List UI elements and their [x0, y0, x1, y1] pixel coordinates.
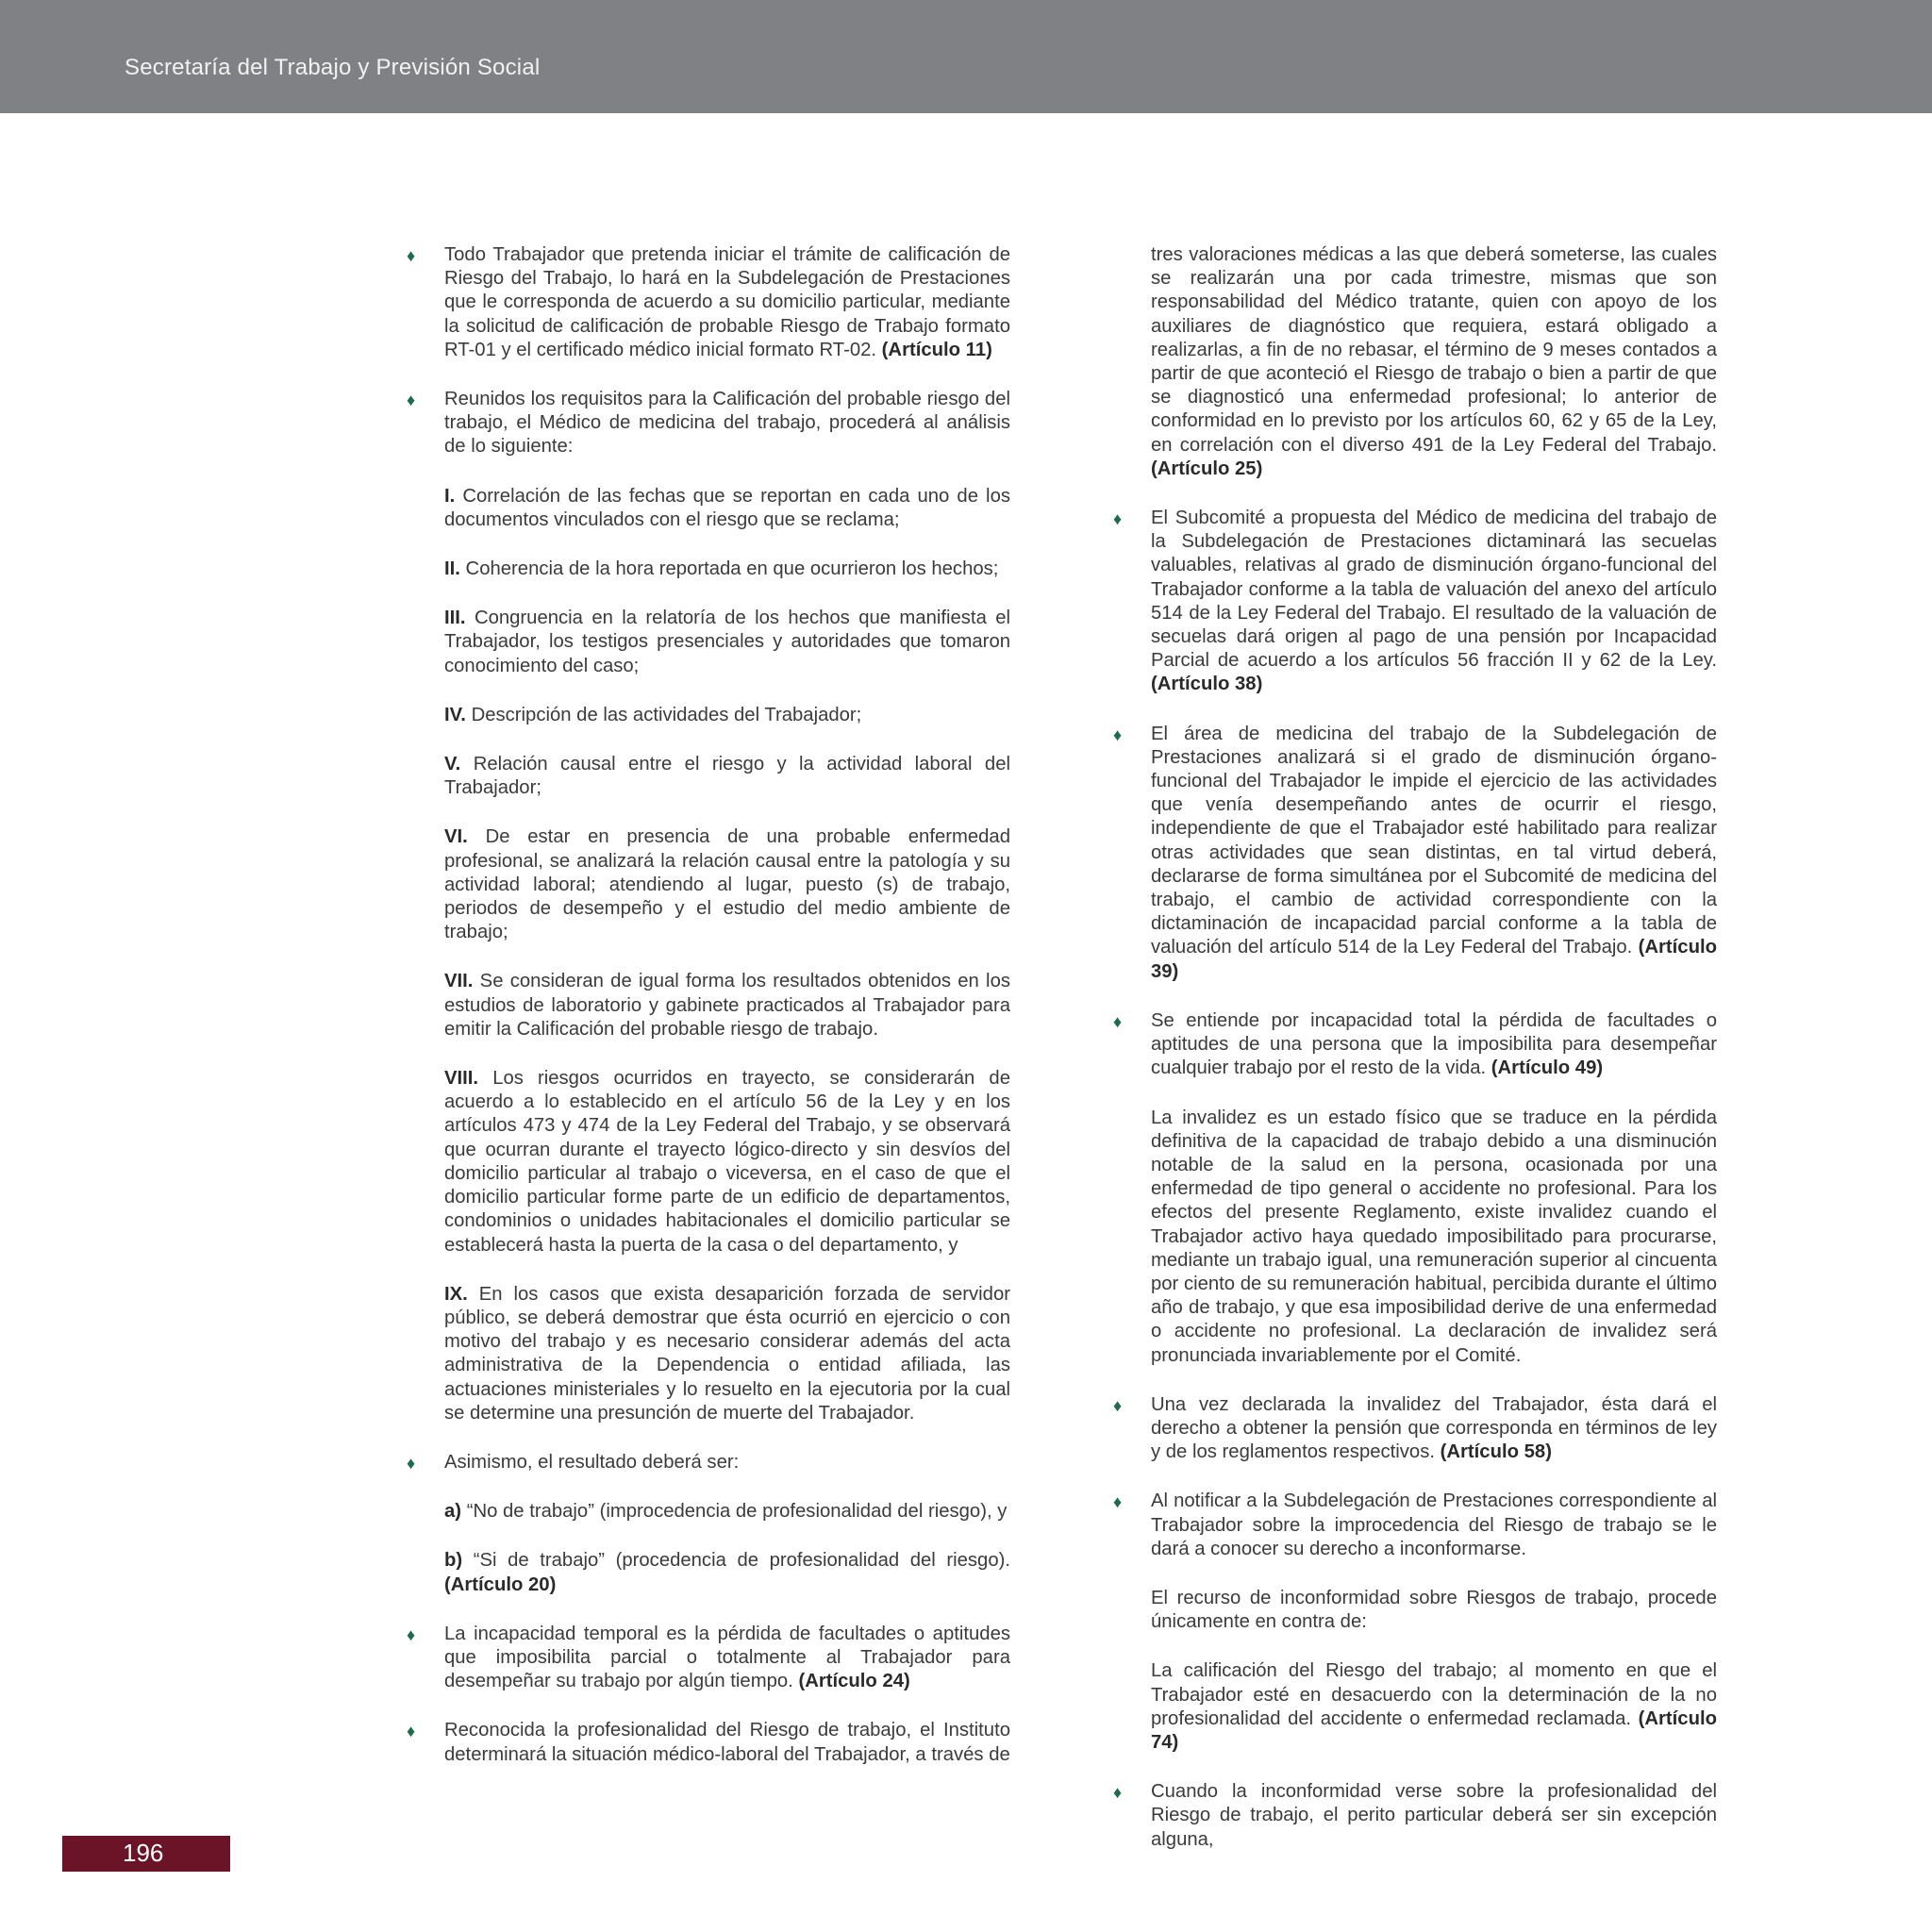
- bullet-paragraph: ♦ El Subcomité a propuesta del Médico de medicina del trabajo de la Subdelegación de Prestaciones dictaminará las secuelas valuables, relativas al grado de disminución órgano-funcional del Trabajador conforme a la tabla de valuación del anexo del artículo 514 de la Ley Federal del Trabajo. El resultado de la valuación de secuelas dará origen al pago de una pensión por Incapacidad Parcial de acuerdo a los artículos 56 fracción II y 62 de la Ley. (Artículo 38): [1113, 508, 1717, 695]
- body-paragraph: El recurso de inconformidad sobre Riesgos de trabajo, procede únicamente en contra de:: [1151, 1587, 1717, 1633]
- numbered-item: VIII. Los riesgos ocurridos en trayecto, se considerarán de acuerdo a lo establecido en el artículo 56 de la Ley y en los artículos 473 y 474 de la Ley Federal del Trabajo, y se observará que ocurran durante el trayecto lógico-directo y sin desvíos del domicilio particular al trabajo o viceversa, en el caso de que el domicilio particular forme parte de un edificio de departamentos, condominios o unidades habitacionales el domicilio particular se establecerá hasta la puerta de la casa o del departamento, y: [444, 1068, 1010, 1256]
- bullet-paragraph: ♦ Se entiende por incapacidad total la pérdida de facultades o aptitudes de una persona que la imposibilita para desempeñar cualquier trabajo por el resto de la vida. (Artículo 49): [1113, 1009, 1717, 1079]
- article-reference: (Artículo 25): [1151, 458, 1263, 479]
- diamond-bullet-icon: ♦: [407, 1624, 416, 1644]
- bullet-paragraph: ♦ Reunidos los requisitos para la Calificación del probable riesgo del trabajo, el Médico de medicina del trabajo, procederá al análisis de lo siguiente:: [407, 389, 1010, 458]
- diamond-bullet-icon: ♦: [1113, 1011, 1123, 1031]
- diamond-bullet-icon: ♦: [1113, 1783, 1123, 1803]
- numbered-item: II. Coherencia de la hora reportada en que ocurrieron los hechos;: [444, 558, 999, 580]
- body-paragraph: La calificación del Riesgo del trabajo; al momento en que el Trabajador esté en desacuerdo con la determinación de la no profesionalidad del accidente o enfermedad reclamada. (Artículo 74): [1151, 1660, 1717, 1753]
- header-title: Secretaría del Trabajo y Previsión Social: [125, 55, 541, 80]
- bullet-paragraph: ♦ Al notificar a la Subdelegación de Prestaciones correspondiente al Trabajador sobre la improcedencia del Riesgo de trabajo se le dará a conocer su derecho a inconformarse.: [1113, 1491, 1717, 1559]
- bullet-paragraph: ♦ Cuando la inconformidad verse sobre la profesionalidad del Riesgo de trabajo, el perito particular deberá ser sin excepción alguna,: [1113, 1781, 1717, 1850]
- article-reference: (Artículo 11): [881, 339, 992, 360]
- article-reference: (Artículo 74): [1151, 1707, 1717, 1753]
- diamond-bullet-icon: ♦: [1113, 1395, 1123, 1415]
- numbered-item: IV. Descripción de las actividades del Trabajador;: [444, 704, 862, 725]
- page-header: [0, 0, 1932, 113]
- lettered-item: a) “No de trabajo” (improcedencia de profesionalidad del riesgo), y: [444, 1501, 1008, 1523]
- continued-paragraph: tres valoraciones médicas a las que deberá someterse, las cuales se realizarán una por cada trimestre, mismas que son responsabilidad del Médico tratante, quien con apoyo de los auxiliares de diagnóstico que requiera, estará obligado a realizarlas, a fin de no rebasar, el término de 9 meses contados a partir de que aconteció el Riesgo de trabajo o bien a partir de que se diagnosticó una enfermedad profesional; lo anterior de conformidad en lo previsto por los artículos 60, 62 y 65 de la Ley, en correlación con el diverso 491 de la Ley Federal del Trabajo. (Artículo 25): [1151, 244, 1717, 479]
- right-column: [1113, 243, 1717, 1877]
- diamond-bullet-icon: ♦: [1113, 1492, 1123, 1512]
- bullet-paragraph: ♦ Todo Trabajador que pretenda iniciar el trámite de calificación de Riesgo del Trabajo, lo hará en la Subdelegación de Prestaciones que le corresponda de acuerdo a su domicilio particular, mediante la solicitud de calificación de probable Riesgo de Trabajo formato RT-01 y el certificado médico inicial formato RT-02. (Artículo 11): [407, 244, 1010, 360]
- numbered-item: III. Congruencia en la relatoría de los hechos que manifiesta el Trabajador, los testigos presenciales y autoridades que tomaron conocimiento del caso;: [444, 608, 1011, 676]
- diamond-bullet-icon: ♦: [1113, 724, 1123, 744]
- numbered-item: VI. De estar en presencia de una probable enfermedad profesional, se analizará la relación causal entre la patología y su actividad laboral; atendiendo al lugar, puesto (s) de trabajo, periodos de desempeño y el estudio del medio ambiente de trabajo;: [444, 826, 1010, 943]
- diamond-bullet-icon: ♦: [407, 246, 416, 265]
- page-number: 196: [123, 1839, 164, 1867]
- lettered-item: b) “Si de trabajo” (procedencia de profesionalidad del riesgo). (Artículo 20): [444, 1550, 1011, 1595]
- numbered-item: I. Correlación de las fechas que se reportan en cada uno de los documentos vinculados con el riesgo que se reclama;: [444, 485, 1010, 530]
- numbered-item: VII. Se consideran de igual forma los resultados obtenidos en los estudios de laboratorio y gabinete practicados al Trabajador para emitir la Calificación del probable riesgo de trabajo.: [444, 971, 1010, 1040]
- bullet-paragraph: ♦ Asimismo, el resultado deberá ser:: [407, 1451, 740, 1473]
- bullet-paragraph: ♦ Una vez declarada la invalidez del Trabajador, ésta dará el derecho a obtener la pensión que corresponda en términos de ley y de los reglamentos respectivos. (Artículo 58): [1113, 1393, 1717, 1463]
- article-reference: (Artículo 38): [1151, 674, 1263, 695]
- article-reference: (Artículo 24): [798, 1671, 910, 1692]
- diamond-bullet-icon: ♦: [407, 1453, 416, 1473]
- bullet-paragraph: ♦ El área de medicina del trabajo de la Subdelegación de Prestaciones analizará si el grado de disminución órgano-funcional del Trabajador le impide el ejercicio de las actividades que venía desempeñando antes de ocurrir el riesgo, independiente de que el Trabajador esté habilitado para realizar otras actividades que sean distintas, en tal virtud deberá, declararse de forma simultánea por el Subcomité de medicina del trabajo, el cambio de actividad correspondiente con la dictaminación de incapacidad parcial conforme a la tabla de valuación del artículo 514 de la Ley Federal del Trabajo. (Artículo 39): [1113, 723, 1717, 982]
- diamond-bullet-icon: ♦: [1113, 509, 1123, 529]
- numbered-item: IX. En los casos que exista desaparición forzada de servidor público, se deberá demostrar que ésta ocurrió en ejercicio o con motivo del trabajo y es necesario considerar además del acta administrativa de la Dependencia o entidad afiliada, las actuaciones ministeriales y lo resuelto en la ejecutoria por la cual se determine una presunción de muerte del Trabajador.: [444, 1283, 1010, 1424]
- diamond-bullet-icon: ♦: [407, 391, 416, 410]
- numbered-item: V. Relación causal entre el riesgo y la actividad laboral del Trabajador;: [444, 754, 1010, 799]
- article-reference: (Artículo 39): [1151, 937, 1717, 982]
- article-reference: (Artículo 20): [444, 1574, 557, 1595]
- bullet-paragraph: ♦ La incapacidad temporal es la pérdida de facultades o aptitudes que imposibilita parcial o totalmente al Trabajador para desempeñar su trabajo por algún tiempo. (Artículo 24): [407, 1623, 1010, 1692]
- article-reference: (Artículo 49): [1491, 1058, 1604, 1079]
- diamond-bullet-icon: ♦: [407, 1722, 416, 1741]
- bullet-paragraph: ♦ Reconocida la profesionalidad del Riesgo de trabajo, el Instituto determinará la situación médico-laboral del Trabajador, a través de: [407, 1720, 1010, 1765]
- article-reference: (Artículo 58): [1440, 1441, 1552, 1463]
- body-paragraph: La invalidez es un estado físico que se traduce en la pérdida definitiva de la capacidad de trabajo debido a una disminución notable de la salud en la persona, ocasionada por una enfermedad de tipo general o accidente no profesional. Para los efectos del presente Reglamento, existe invalidez cuando el Trabajador activo haya quedado imposibilitado para procurarse, mediante un trabajo igual, una remuneración superior al cincuenta por ciento de su remuneración habitual, percibida durante el último año de trabajo, y que esa imposibilidad derive de una enfermedad o accidente no profesional. La declaración de invalidez será pronunciada invariablemente por el Comité.: [1151, 1107, 1717, 1366]
- page-number-badge: [62, 1836, 230, 1872]
- left-column: [407, 243, 1010, 1792]
